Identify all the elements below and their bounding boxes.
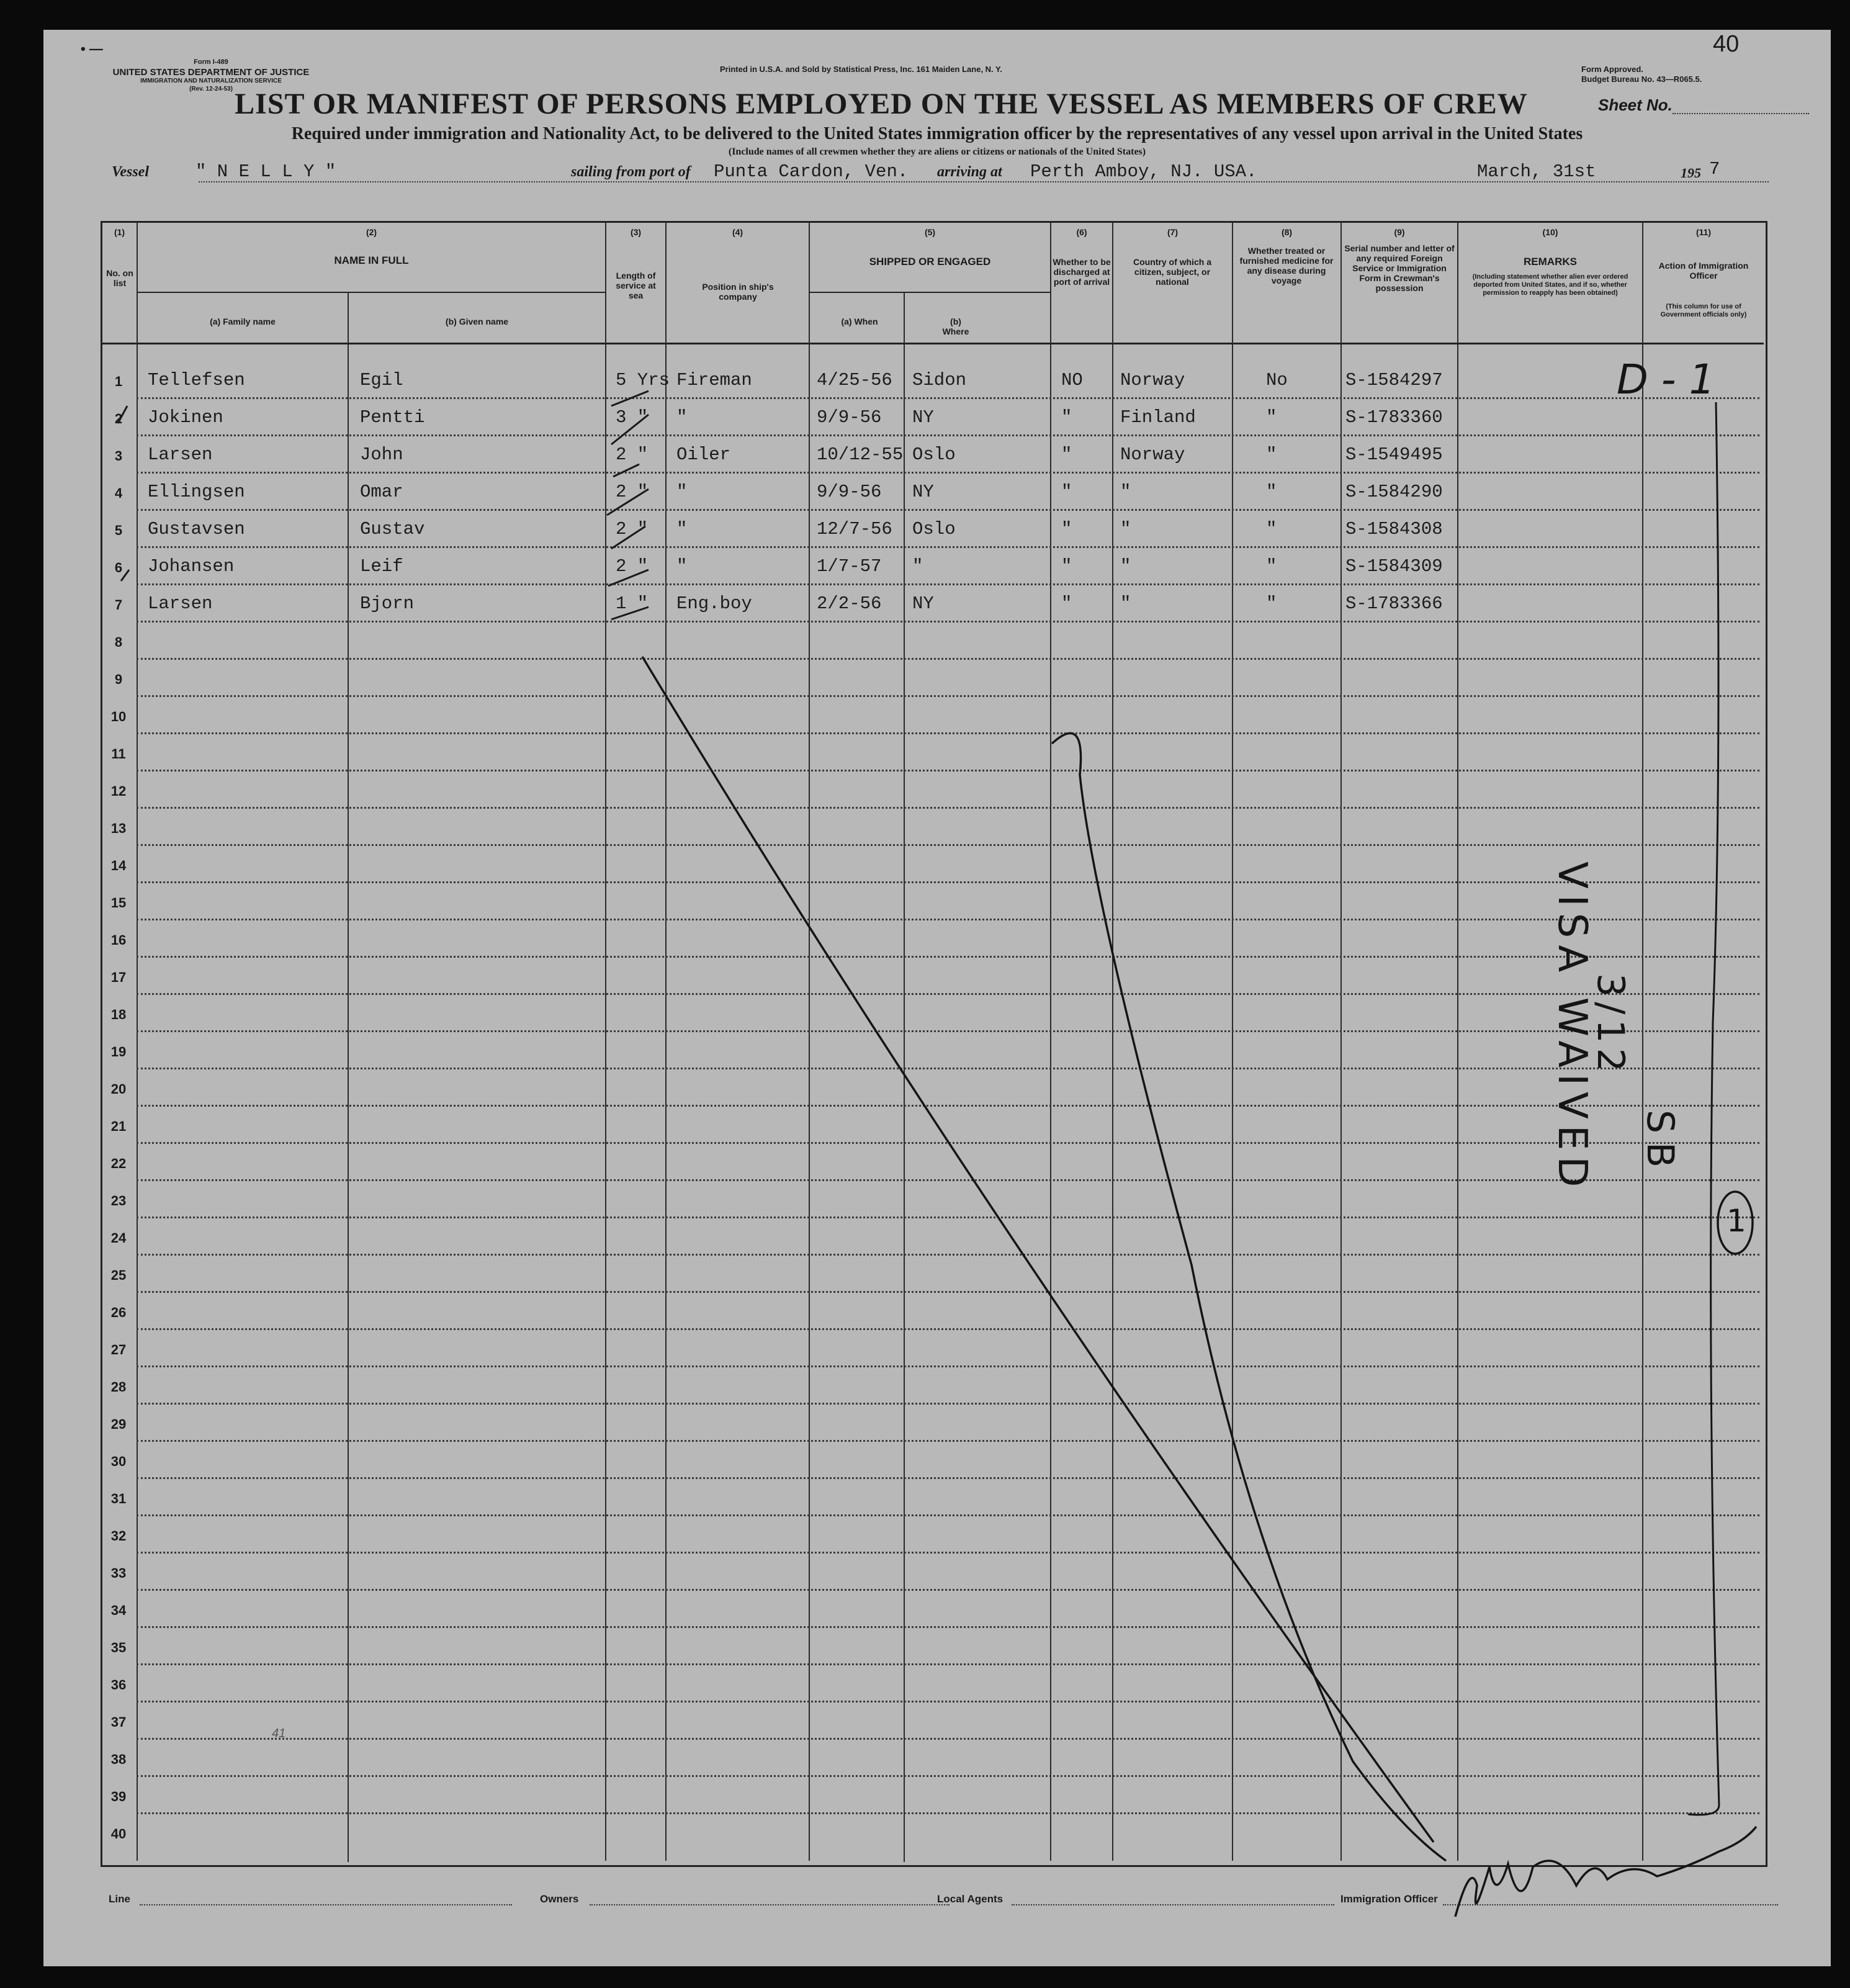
row-number: 21 bbox=[110, 1118, 127, 1134]
crew-shipped-when: 9/9-56 bbox=[817, 407, 882, 428]
crew-family-name: Gustavsen bbox=[148, 519, 245, 539]
crew-given-name: John bbox=[360, 444, 403, 465]
crew-shipped-where: NY bbox=[912, 482, 934, 502]
crew-medicine: " bbox=[1266, 593, 1277, 614]
cancel-line bbox=[642, 657, 1434, 1842]
arriving-port: Perth Amboy, NJ. USA. bbox=[1030, 161, 1257, 182]
crew-medicine: " bbox=[1266, 482, 1277, 502]
crew-family-name: Tellefsen bbox=[148, 370, 245, 390]
row-number: 34 bbox=[110, 1603, 127, 1618]
manifest-note: (Include names of all crewmen whether they are aliens or citizens or nationals of the United States) bbox=[728, 146, 1146, 157]
crew-service: 2 " bbox=[616, 444, 649, 465]
crew-shipped-when: 2/2-56 bbox=[817, 593, 882, 614]
col4-header: Position in ship's company bbox=[702, 282, 774, 302]
col10-number: (10) bbox=[1542, 227, 1558, 237]
row-number: 15 bbox=[110, 895, 127, 911]
row-number: 12 bbox=[110, 783, 127, 799]
row-number: 16 bbox=[110, 932, 127, 948]
row-number: 36 bbox=[110, 1677, 127, 1693]
crew-country: Norway bbox=[1120, 370, 1185, 390]
crew-discharge: " bbox=[1061, 519, 1072, 539]
agents-label: Local Agents bbox=[937, 1893, 1004, 1905]
manifest-title: LIST OR MANIFEST OF PERSONS EMPLOYED ON THE VESSEL AS MEMBERS OF CREW bbox=[235, 88, 1528, 120]
crew-medicine: " bbox=[1266, 519, 1277, 539]
officer-squiggle bbox=[1688, 402, 1719, 1815]
col5-number: (5) bbox=[924, 227, 936, 237]
initials-mark: SB bbox=[1638, 1110, 1682, 1177]
owners-label: Owners bbox=[540, 1893, 579, 1905]
crew-serial: S-1584290 bbox=[1345, 482, 1443, 502]
crew-discharge: " bbox=[1061, 556, 1072, 577]
crew-service: 1 " bbox=[616, 593, 649, 614]
crew-shipped-where: NY bbox=[912, 593, 934, 614]
officer-field bbox=[1443, 1904, 1778, 1905]
crew-serial: S-1584297 bbox=[1345, 370, 1443, 390]
printer-note: Printed in U.S.A. and Sold by Statistical Press, Inc. 161 Maiden Lane, N. Y. bbox=[720, 65, 1002, 74]
col3-number: (3) bbox=[630, 227, 642, 237]
col8-number: (8) bbox=[1281, 227, 1293, 237]
arrival-date: March, 31st bbox=[1477, 161, 1596, 182]
row-number: 11 bbox=[111, 746, 126, 762]
crew-shipped-when: 12/7-56 bbox=[817, 519, 892, 539]
crew-country: " bbox=[1120, 556, 1131, 577]
crew-family-name: Larsen bbox=[148, 593, 213, 614]
form-approved: Form Approved. bbox=[1581, 65, 1643, 74]
line-label: Line bbox=[109, 1893, 130, 1905]
crew-country: " bbox=[1120, 482, 1131, 502]
officer-label: Immigration Officer bbox=[1340, 1893, 1438, 1905]
crew-position: " bbox=[676, 556, 688, 577]
crew-service: 5 Yrs bbox=[616, 370, 670, 390]
col9-number: (9) bbox=[1394, 227, 1405, 237]
budget-bureau: Budget Bureau No. 43—R065.5. bbox=[1581, 74, 1702, 84]
crew-given-name: Leif bbox=[360, 556, 403, 577]
col1-number: (1) bbox=[114, 227, 125, 237]
crew-discharge: NO bbox=[1061, 370, 1083, 390]
crew-country: Finland bbox=[1120, 407, 1196, 428]
col6-number: (6) bbox=[1076, 227, 1087, 237]
date-mark: 3/12 bbox=[1589, 973, 1632, 1077]
col5-header: SHIPPED OR ENGAGED bbox=[869, 256, 991, 268]
crew-service: 2 " bbox=[616, 556, 649, 577]
row-number: 25 bbox=[110, 1267, 127, 1283]
row-number: 38 bbox=[110, 1752, 127, 1767]
crew-given-name: Gustav bbox=[360, 519, 425, 539]
col11-note: (This column for use of Government officials only) bbox=[1660, 303, 1747, 318]
crew-serial: S-1584308 bbox=[1345, 519, 1443, 539]
crew-shipped-where: Sidon bbox=[912, 370, 967, 390]
crew-shipped-where: " bbox=[912, 556, 923, 577]
crew-shipped-when: 4/25-56 bbox=[817, 370, 892, 390]
crew-discharge: " bbox=[1061, 482, 1072, 502]
col10-note: (Including statement whether alien ever ordered deported from United States, and if so, whether permission to reapply has been obtained) bbox=[1472, 273, 1628, 297]
year-prefix: 195 bbox=[1681, 165, 1701, 181]
crew-given-name: Omar bbox=[360, 482, 403, 502]
crew-discharge: " bbox=[1061, 444, 1072, 465]
col5a-header: (a) When bbox=[841, 317, 878, 326]
row-number: 18 bbox=[110, 1007, 127, 1022]
crew-country: Norway bbox=[1120, 444, 1185, 465]
col10-header: REMARKS bbox=[1524, 256, 1577, 268]
row-number: 10 bbox=[110, 709, 127, 724]
row-number: 40 bbox=[110, 1826, 127, 1842]
col8-header: Whether treated or furnished medicine for any disease during voyage bbox=[1239, 246, 1334, 286]
col3-header: Length of service at sea bbox=[616, 271, 656, 300]
officer-mark: D - 1 bbox=[1617, 356, 1715, 403]
arriving-label: arriving at bbox=[937, 164, 1002, 180]
crew-position: " bbox=[676, 519, 688, 539]
crew-shipped-where: Oslo bbox=[912, 444, 956, 465]
col11-number: (11) bbox=[1695, 227, 1712, 237]
row-number: 3 bbox=[114, 448, 123, 464]
col4-number: (4) bbox=[732, 227, 743, 237]
manifest-subtitle: Required under immigration and Nationality Act, to be delivered to the United States immigration officer by the representatives of any vessel upon arrival in the United States bbox=[291, 124, 1583, 143]
row-number: 4 bbox=[114, 485, 123, 501]
sailing-port: Punta Cardon, Ven. bbox=[714, 161, 909, 182]
row-number: 6 bbox=[114, 560, 123, 575]
row-number: 32 bbox=[110, 1528, 127, 1544]
visa-waived-stamp: VISA WAIVED bbox=[1549, 861, 1595, 1194]
crew-country: " bbox=[1120, 519, 1131, 539]
crew-given-name: Bjorn bbox=[360, 593, 415, 614]
row-number: 17 bbox=[110, 969, 127, 985]
col5b-header: (b) Where bbox=[942, 317, 969, 336]
row-number: 23 bbox=[110, 1193, 127, 1208]
crew-given-name: Pentti bbox=[360, 407, 425, 428]
col2a-header: (a) Family name bbox=[210, 317, 276, 326]
page-number: 40 bbox=[1713, 31, 1740, 57]
col2-number: (2) bbox=[366, 227, 377, 237]
crew-position: " bbox=[676, 407, 688, 428]
crew-position: Oiler bbox=[676, 444, 731, 465]
col2-header: NAME IN FULL bbox=[334, 254, 409, 266]
corner-mark: • — bbox=[81, 41, 103, 56]
row-number: 9 bbox=[114, 672, 123, 687]
col7-header: Country of which a citizen, subject, or national bbox=[1133, 257, 1211, 287]
row-number: 7 bbox=[114, 597, 123, 613]
col7-number: (7) bbox=[1167, 227, 1179, 237]
crew-position: " bbox=[676, 482, 688, 502]
row-number: 20 bbox=[110, 1081, 127, 1097]
circled-number: 1 bbox=[1727, 1203, 1746, 1239]
row-number: 30 bbox=[110, 1454, 127, 1469]
row-number: 31 bbox=[110, 1491, 127, 1506]
sheet-label: Sheet No. bbox=[1598, 96, 1673, 114]
crew-serial: S-1549495 bbox=[1345, 444, 1443, 465]
crew-discharge: " bbox=[1061, 407, 1072, 428]
manifest-sheet bbox=[43, 30, 1831, 1966]
revision: (Rev. 12-24-53) bbox=[189, 86, 233, 92]
crew-medicine: " bbox=[1266, 556, 1277, 577]
owners-field bbox=[590, 1904, 950, 1905]
row-number: 26 bbox=[110, 1305, 127, 1320]
crew-discharge: " bbox=[1061, 593, 1072, 614]
crew-service: 2 " bbox=[616, 482, 649, 502]
col9-header: Serial number and letter of any required Foreign Service or Immigration Form in Crewman's possession bbox=[1344, 243, 1455, 293]
row-number: 1 bbox=[114, 374, 123, 389]
department-name: UNITED STATES DEPARTMENT OF JUSTICE bbox=[112, 67, 310, 78]
crew-family-name: Jokinen bbox=[148, 407, 223, 428]
row-number: 14 bbox=[110, 858, 127, 873]
crew-medicine: " bbox=[1266, 444, 1277, 465]
row-number: 2 bbox=[114, 411, 123, 426]
row-number: 27 bbox=[110, 1342, 127, 1357]
crew-shipped-when: 9/9-56 bbox=[817, 482, 882, 502]
row-number: 29 bbox=[110, 1416, 127, 1432]
stray-mark: 41 bbox=[272, 1727, 286, 1740]
crew-given-name: Egil bbox=[360, 370, 403, 390]
crew-shipped-when: 1/7-57 bbox=[817, 556, 882, 577]
crew-medicine: " bbox=[1266, 407, 1277, 428]
row-number: 5 bbox=[114, 523, 123, 538]
crew-family-name: Ellingsen bbox=[148, 482, 245, 502]
service-name: IMMIGRATION AND NATURALIZATION SERVICE bbox=[140, 78, 282, 84]
crew-medicine: No bbox=[1266, 370, 1288, 390]
curve-line bbox=[1052, 733, 1446, 1861]
row-number: 24 bbox=[110, 1230, 127, 1246]
row-number: 8 bbox=[114, 634, 123, 650]
crew-serial: S-1783366 bbox=[1345, 593, 1443, 614]
crew-shipped-where: Oslo bbox=[912, 519, 956, 539]
agents-field bbox=[1012, 1904, 1334, 1905]
vessel-name: " N E L L Y " bbox=[195, 161, 336, 182]
crew-service: 3 " bbox=[616, 407, 649, 428]
col6-header: Whether to be discharged at port of arrival bbox=[1053, 257, 1111, 287]
year-suffix: 7 bbox=[1709, 159, 1720, 179]
crew-service: 2 " bbox=[616, 519, 649, 539]
row-number: 19 bbox=[110, 1044, 127, 1059]
crew-family-name: Larsen bbox=[148, 444, 213, 465]
row-number: 28 bbox=[110, 1379, 127, 1395]
service-strikes bbox=[118, 391, 649, 619]
line-field bbox=[140, 1904, 512, 1905]
crew-shipped-where: NY bbox=[912, 407, 934, 428]
row-number: 33 bbox=[110, 1565, 127, 1581]
col2b-header: (b) Given name bbox=[445, 317, 509, 326]
row-number: 22 bbox=[110, 1156, 127, 1171]
row-number: 13 bbox=[110, 821, 127, 836]
officer-signature bbox=[1455, 1827, 1756, 1917]
crew-serial: S-1783360 bbox=[1345, 407, 1443, 428]
vessel-label: Vessel bbox=[112, 164, 149, 180]
col11-header: Action of Immigration Officer bbox=[1658, 261, 1749, 281]
crew-shipped-when: 10/12-55 bbox=[817, 444, 904, 465]
row-number: 35 bbox=[110, 1640, 127, 1655]
row-number: 39 bbox=[110, 1789, 127, 1804]
row-number: 37 bbox=[110, 1714, 127, 1730]
crew-position: Eng.boy bbox=[676, 593, 752, 614]
col1-header: No. on list bbox=[106, 268, 133, 288]
crew-position: Fireman bbox=[676, 370, 752, 390]
sailing-label: sailing from port of bbox=[571, 164, 691, 180]
crew-serial: S-1584309 bbox=[1345, 556, 1443, 577]
form-id: Form I-489 bbox=[194, 58, 228, 66]
crew-country: " bbox=[1120, 593, 1131, 614]
crew-family-name: Johansen bbox=[148, 556, 235, 577]
